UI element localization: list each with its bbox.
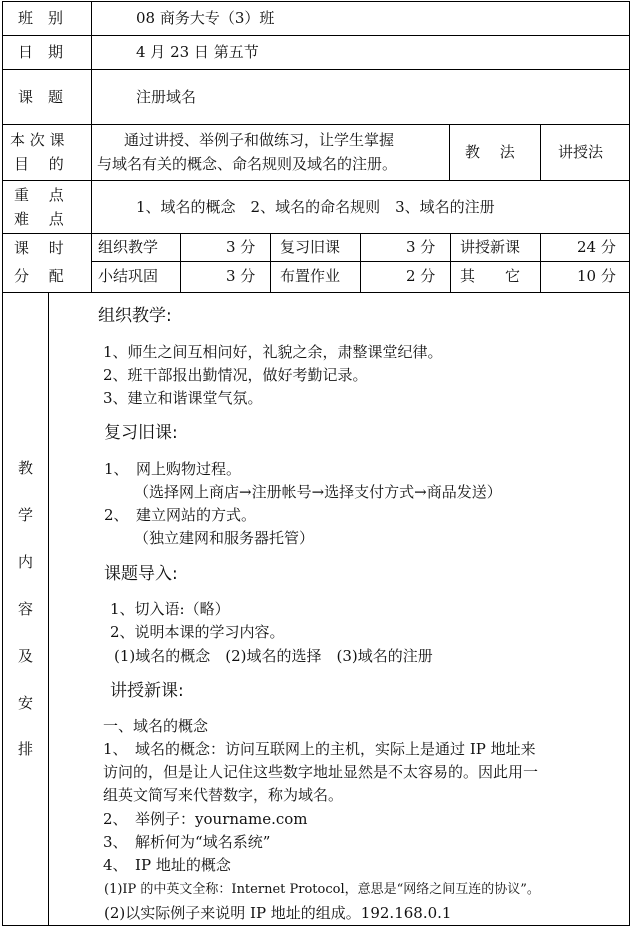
row-divider <box>2 292 630 293</box>
col-divider <box>540 233 541 293</box>
goal-text-line1: 通过讲授、举例子和做练习，让学生掌握 <box>124 131 395 149</box>
class-value: 08 商务大专（3）班 <box>136 9 275 27</box>
content-line: 4、 IP 地址的概念 <box>103 856 231 874</box>
method-label: 教 法 <box>465 143 515 161</box>
col-divider <box>449 124 450 181</box>
time-value: 2 分 <box>406 267 436 285</box>
goal-label-line2: 目 的 <box>14 155 64 173</box>
side-label-char: 内 <box>18 553 34 571</box>
goal-text-line2: 与域名有关的概念、命名规则及域名的注册。 <box>97 155 398 173</box>
date-value: 4 月 23 日 第五节 <box>136 43 259 61</box>
col-divider <box>450 233 451 293</box>
side-label-char: 排 <box>18 740 34 758</box>
table-border-bottom <box>2 925 630 926</box>
key-label-line1: 重 点 <box>14 186 64 204</box>
time-value: 10 分 <box>577 267 616 285</box>
content-line: （独立建网和服务器托管） <box>134 529 315 547</box>
time-item: 复习旧课 <box>280 238 341 256</box>
date-label: 日 期 <box>18 43 64 61</box>
content-line: 1、 网上购物过程。 <box>104 460 242 478</box>
content-line: 1、 域名的概念：访问互联网上的主机，实际上是通过 IP 地址来 <box>103 740 536 758</box>
col-divider <box>360 233 361 293</box>
col-divider <box>180 233 181 293</box>
content-line: （选择网上商店→注册帐号→选择支付方式→商品发送） <box>134 483 502 501</box>
row-divider <box>2 69 630 70</box>
time-label-line1: 课 时 <box>14 239 64 257</box>
content-line: (1)IP 的中英文全称：Internet Protocol，意思是“网络之间互连的协议”。 <box>104 882 540 897</box>
key-value: 1、域名的概念 2、域名的命名规则 3、域名的注册 <box>136 198 495 216</box>
content-line: 访问的，但是让人记住这些数字地址显然是不太容易的。因此用一 <box>103 763 539 781</box>
content-line: 3、建立和谐课堂气氛。 <box>103 389 263 407</box>
content-line: 2、说明本课的学习内容。 <box>110 623 285 641</box>
class-label: 班 别 <box>18 9 64 27</box>
col-divider <box>270 233 271 293</box>
time-value: 24 分 <box>577 238 616 256</box>
section-title-teaching: 讲授新课: <box>110 681 184 701</box>
content-line: 2、 举例子：yourname.com <box>103 810 308 828</box>
goal-label-line1: 本 次 课 <box>10 131 65 149</box>
content-line: 2、 建立网站的方式。 <box>104 506 257 524</box>
side-label-char: 学 <box>18 506 34 524</box>
section-title-organize: 组织教学: <box>98 306 172 326</box>
topic-value: 注册域名 <box>136 88 197 106</box>
topic-label: 课 题 <box>18 88 64 106</box>
side-label-char: 教 <box>18 459 34 477</box>
table-border-top <box>2 1 630 2</box>
table-border-left <box>2 1 3 926</box>
time-item: 布置作业 <box>280 267 341 285</box>
side-label-char: 及 <box>18 647 34 665</box>
time-item: 小结巩固 <box>98 267 159 285</box>
time-value: 3 分 <box>406 238 436 256</box>
content-line: 1、切入语:（略） <box>110 600 230 618</box>
time-value: 3 分 <box>226 238 256 256</box>
row-divider <box>2 233 630 234</box>
side-label-char: 安 <box>18 694 34 712</box>
row-divider <box>2 180 630 181</box>
time-label-line2: 分 配 <box>14 267 64 285</box>
row-divider <box>2 124 630 125</box>
side-label-char: 容 <box>18 600 34 618</box>
content-line: (2)以实际例子来说明 IP 地址的组成。192.168.0.1 <box>104 904 452 922</box>
content-line: 组英文简写来代替数字，称为域名。 <box>103 786 344 804</box>
time-item: 组织教学 <box>98 238 159 256</box>
time-value: 3 分 <box>226 267 256 285</box>
key-label-line2: 难 点 <box>14 210 64 228</box>
col-divider <box>48 292 49 926</box>
time-item: 讲授新课 <box>460 238 521 256</box>
time-item: 其 它 <box>460 267 521 285</box>
section-title-review: 复习旧课: <box>104 423 178 443</box>
method-value: 讲授法 <box>558 143 604 161</box>
content-line: (1)域名的概念 (2)域名的选择 (3)域名的注册 <box>114 647 433 665</box>
table-border-right <box>629 1 630 926</box>
content-line: 2、班干部报出勤情况，做好考勤记录。 <box>103 366 368 384</box>
row-divider <box>2 35 630 36</box>
content-line: 一、域名的概念 <box>103 717 209 735</box>
col-divider <box>540 124 541 181</box>
content-line: 3、 解析何为“域名系统” <box>103 833 271 851</box>
content-line: 1、师生之间互相问好，礼貌之余，肃整课堂纪律。 <box>103 343 443 361</box>
col-divider <box>91 1 92 293</box>
section-title-intro: 课题导入: <box>104 564 178 584</box>
